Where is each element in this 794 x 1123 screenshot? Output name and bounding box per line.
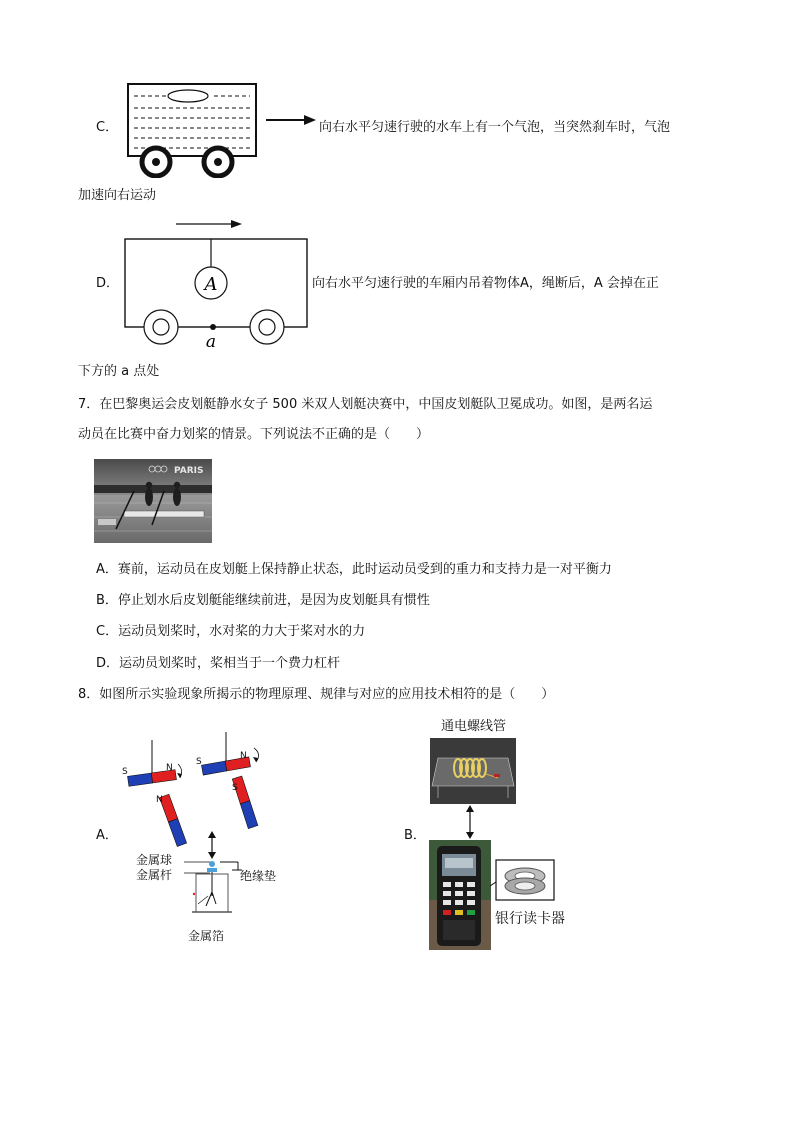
magnet-pole-n-1: N	[166, 763, 173, 773]
q7-option-d: D．运动员划桨时，桨相当于一个费力杠杆	[96, 656, 341, 671]
q7-stem-line1: 7．在巴黎奥运会皮划艇静水女子 500 米双人划艇决赛中，中国皮划艇队卫冕成功。如图，是两名运	[78, 397, 653, 412]
magnet-pole-n-3: N	[240, 751, 247, 761]
q7-option-c: C．运动员划桨时，水对桨的力大于桨对水的力	[96, 624, 366, 639]
q7-stem-line2: 动员在比赛中奋力划桨的情景。下列说法不正确的是（ ）	[78, 427, 430, 442]
hanging-mass-label: A	[204, 274, 218, 295]
metal-ball-label: 金属球	[136, 853, 173, 867]
magnet-pole-n-2: N	[156, 795, 163, 805]
right-arrow-icon	[176, 220, 242, 228]
water-cart-diagram	[118, 78, 318, 178]
magnet-pole-s-3: S	[232, 783, 238, 793]
canoe-race-photo	[94, 459, 212, 543]
option-d-text-line2: 下方的 a 点处	[78, 364, 160, 379]
option-d-label: D．	[96, 276, 120, 291]
air-bubble	[168, 90, 208, 102]
carriage-diagram	[118, 212, 314, 352]
q8-stem: 8．如图所示实验现象所揭示的物理原理、规律与对应的应用技术相符的是（ ）	[78, 687, 555, 702]
q8-option-a-label: A．	[96, 828, 118, 843]
option-c-text-line2: 加速向右运动	[78, 188, 157, 203]
option-c-label: C．	[96, 120, 119, 135]
option-d-text-line1: 向右水平匀速行驶的车厢内吊着物体A，绳断后，A 会掉在正	[312, 276, 659, 291]
option-c-text-line1: 向右水平匀速行驶的水车上有一个气泡，当突然刹车时，气泡	[319, 120, 671, 135]
q8-option-b-label: B．	[404, 828, 426, 843]
cart-wheel-left	[142, 148, 170, 176]
carriage-wheel-left	[144, 310, 178, 344]
card-reader-caption: 银行读卡器	[495, 911, 565, 927]
carriage-wheel-right	[250, 310, 284, 344]
magnet-pole-s-2: S	[196, 757, 202, 767]
card-reader-photo	[429, 840, 491, 950]
metal-foil-label: 金属箔	[188, 929, 225, 943]
q7-option-a: A．赛前，运动员在皮划艇上保持静止状态，此时运动员受到的重力和支持力是一对平衡力	[96, 562, 612, 577]
insulating-pad-label: 绝缘垫	[240, 869, 277, 883]
solenoid-photo	[430, 738, 516, 804]
magnet-electroscope-diagram	[114, 728, 304, 944]
double-arrow-icon	[464, 804, 476, 840]
magnetic-head-inset	[490, 858, 556, 904]
paris-banner-text: PARIS	[174, 466, 204, 476]
double-arrow-icon	[208, 831, 216, 859]
cart-wheel-right	[204, 148, 232, 176]
point-a-label: a	[205, 332, 217, 352]
q7-option-b: B．停止划水后皮划艇能继续前进，是因为皮划艇具有惯性	[96, 593, 430, 608]
solenoid-caption: 通电螺线管	[441, 719, 507, 734]
magnet-pole-s-1: S	[122, 767, 128, 777]
right-arrow-icon	[266, 115, 316, 125]
metal-rod-label: 金属杆	[136, 868, 173, 882]
